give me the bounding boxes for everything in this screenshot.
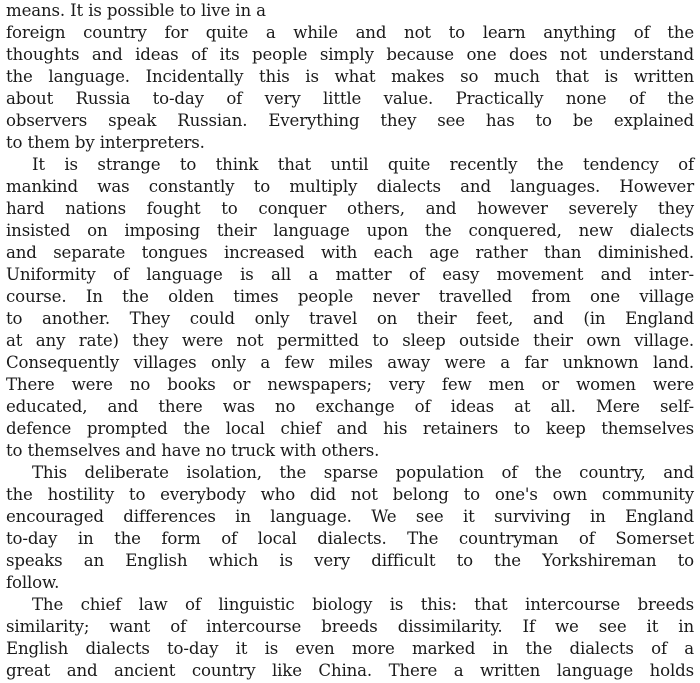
- text-line: to another. They could only travel on their feet, and (in England: [6, 309, 694, 328]
- text-line: and separate tongues increased with each age rather than diminished.: [6, 243, 694, 262]
- text-line: means. It is possible to live in a: [6, 1, 266, 20]
- text-line: Consequently villages only a few miles away were a far unknown land.: [6, 353, 694, 372]
- text-line: speaks an English which is very difficult to the Yorkshireman to: [6, 551, 694, 570]
- text-line: the hostility to everybody who did not belong to one's own community: [6, 485, 694, 504]
- text-line: great and ancient country like China. There a written language holds: [6, 661, 694, 680]
- text-line: thoughts and ideas of its people simply because one does not understand: [6, 45, 694, 64]
- text-line: English dialects to-day it is even more marked in the dialects of a: [6, 639, 694, 658]
- text-line: Uniformity of language is all a matter of easy movement and inter-: [6, 265, 694, 284]
- text-line: observers speak Russian. Everything they see has to be explained: [6, 111, 694, 130]
- text-line: about Russia to-day of very little value. Practically none of the: [6, 89, 694, 108]
- text-line: the language. Incidentally this is what makes so much that is written: [6, 67, 694, 86]
- text-line: encouraged differences in language. We see it surviving in England: [6, 507, 694, 526]
- text-line: defence prompted the local chief and his retainers to keep themselves: [6, 419, 694, 438]
- text-line: This deliberate isolation, the sparse population of the country, and: [32, 463, 694, 482]
- text-line: foreign country for quite a while and not to learn anything of the: [6, 23, 694, 42]
- text-line: similarity; want of intercourse breeds dissimilarity. If we see it in: [6, 617, 694, 636]
- text-line: to themselves and have no truck with others.: [6, 441, 380, 460]
- text-line: The chief law of linguistic biology is this: that intercourse breeds: [32, 595, 694, 614]
- text-line: to them by interpreters.: [6, 133, 205, 152]
- text-line: follow.: [6, 573, 60, 592]
- text-line: course. In the olden times people never travelled from one village: [6, 287, 694, 306]
- text-line: educated, and there was no exchange of ideas at all. Mere self-: [6, 397, 694, 416]
- text-line: It is strange to think that until quite recently the tendency of: [32, 155, 694, 174]
- text-line: There were no books or newspapers; very few men or women were: [6, 375, 694, 394]
- text-line: at any rate) they were not permitted to sleep outside their own village.: [6, 331, 694, 350]
- text-line: to-day in the form of local dialects. The countryman of Somerset: [6, 529, 694, 548]
- text-line: hard nations fought to conquer others, and however severely they: [6, 199, 694, 218]
- text-line: insisted on imposing their language upon the conquered, new dialects: [6, 221, 694, 240]
- text-line: mankind was constantly to multiply dialects and languages. However: [6, 177, 694, 196]
